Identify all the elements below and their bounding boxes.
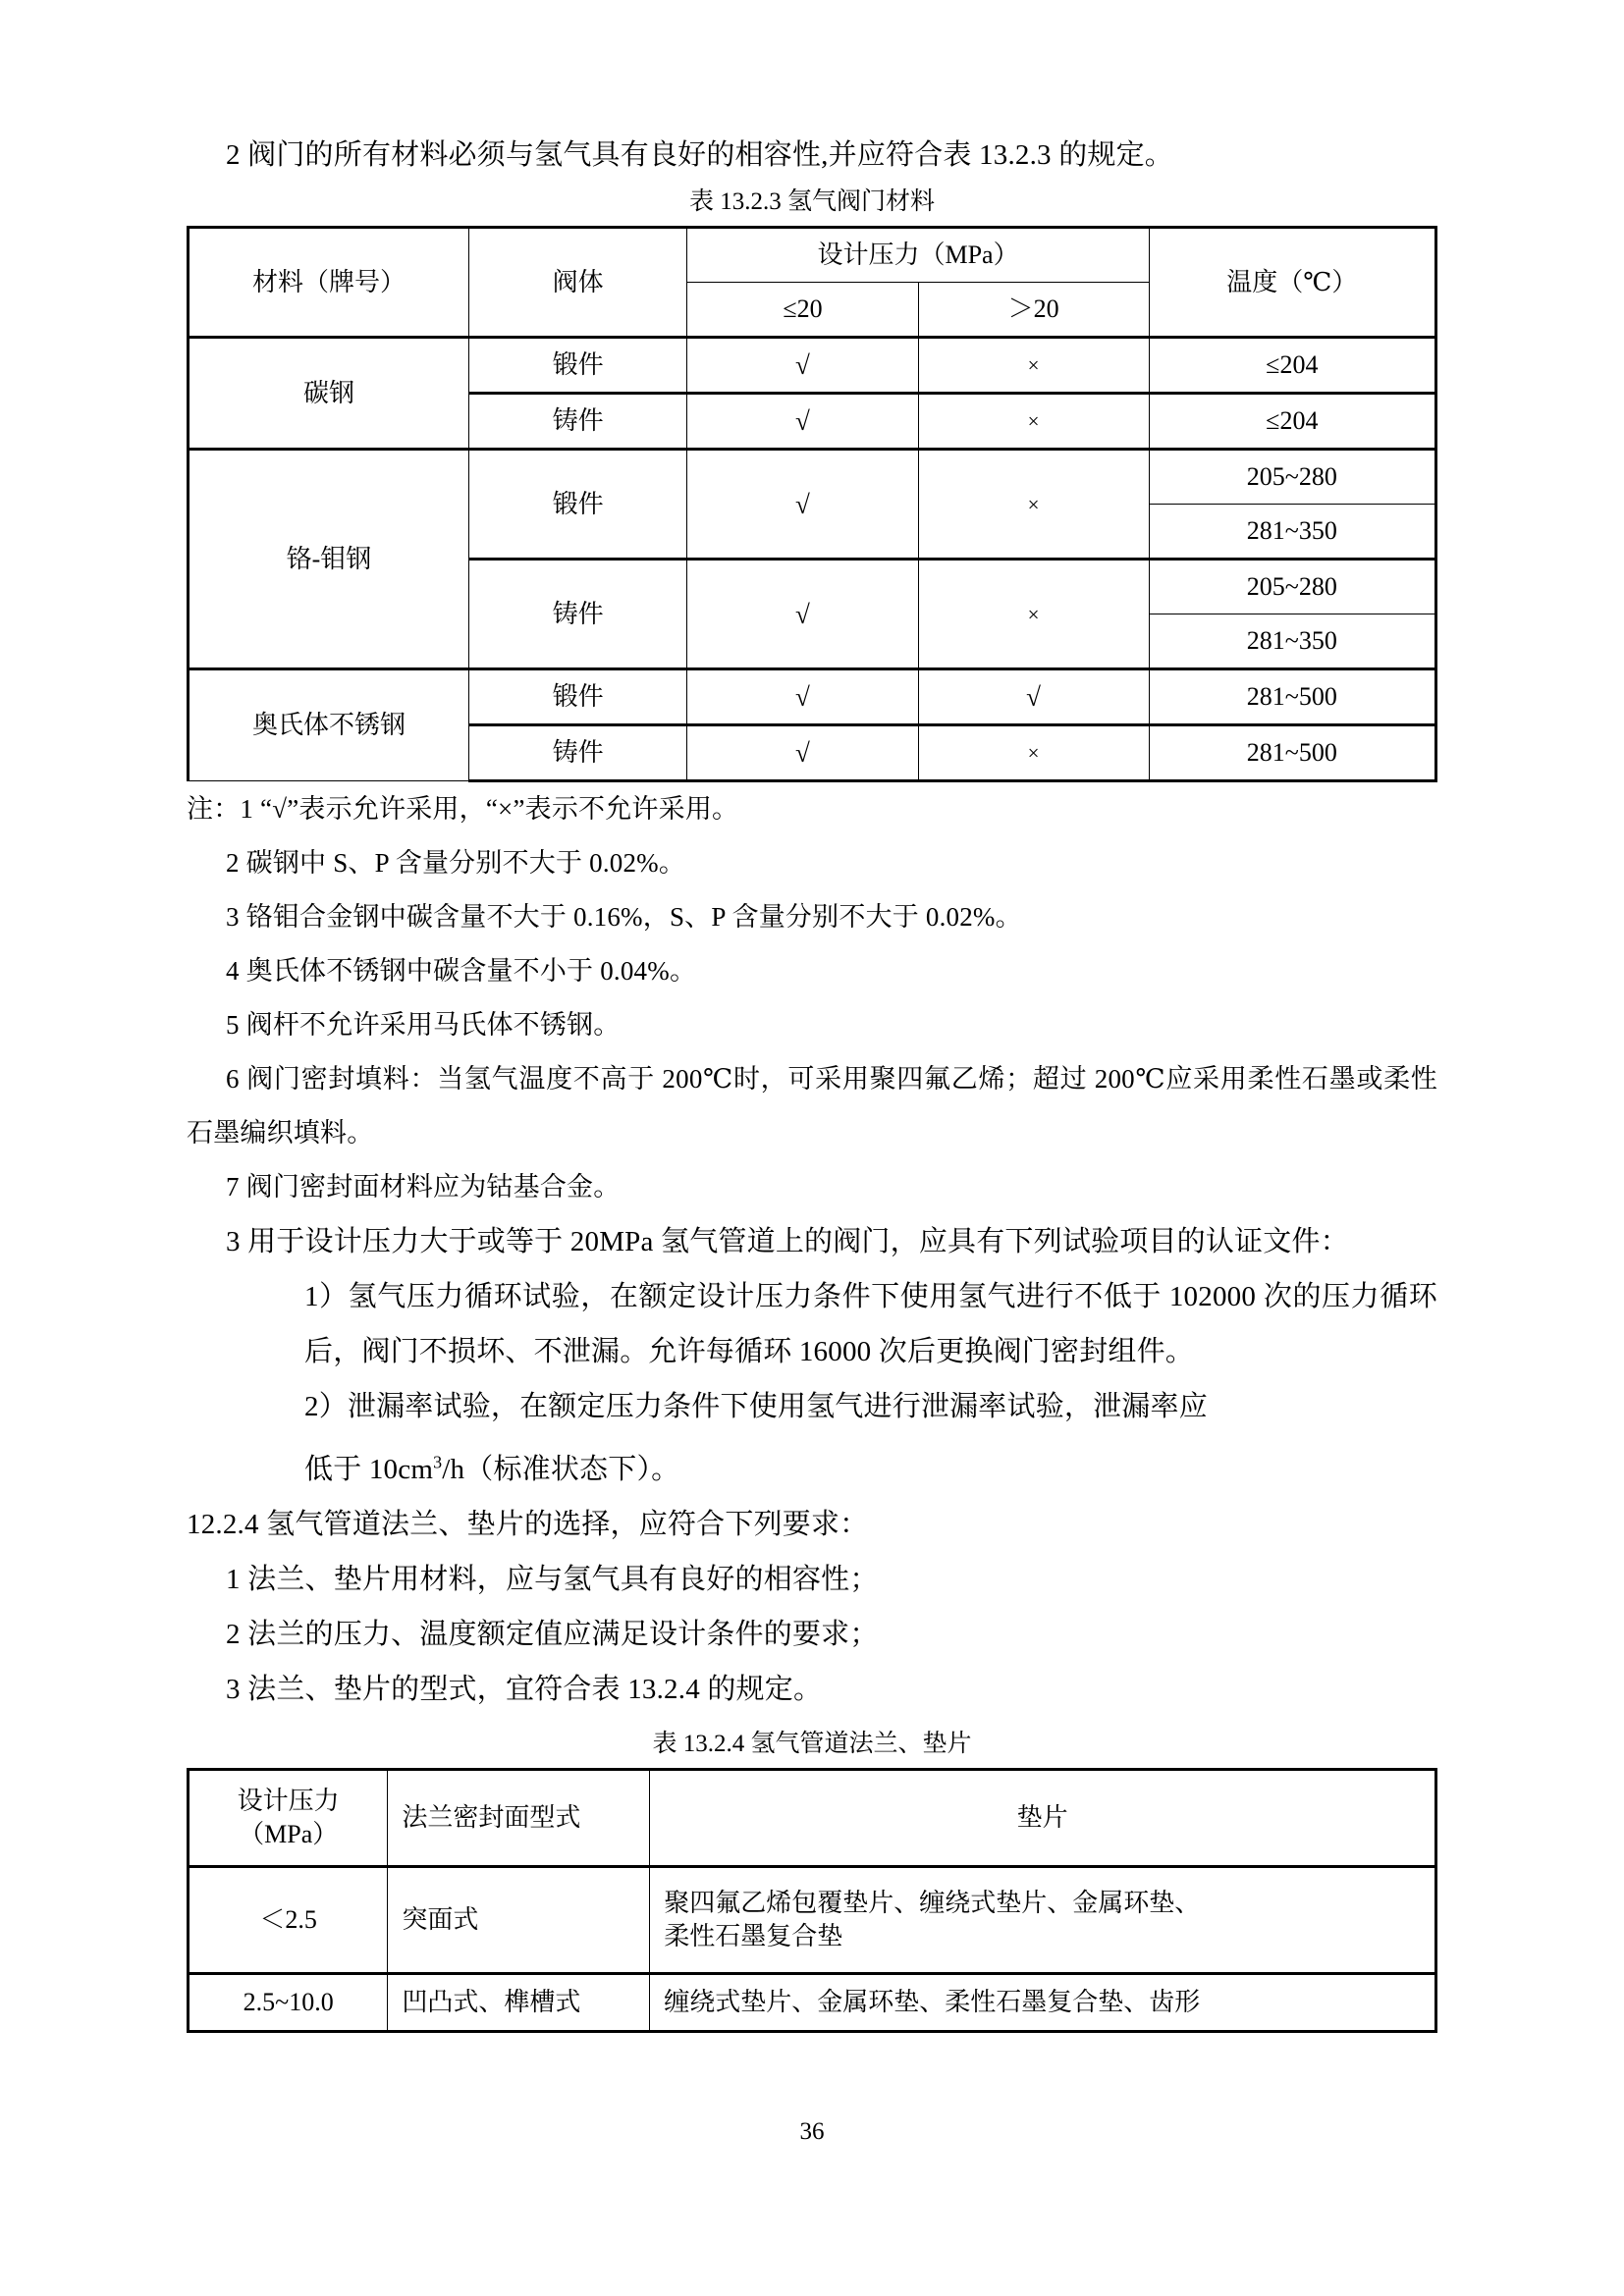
cell-type: 锻件 (468, 338, 686, 394)
cell-pressure: ＜2.5 (189, 1866, 388, 1973)
cell-material: 奥氏体不锈钢 (189, 669, 469, 781)
note-1: 注：1 “√”表示允许采用，“×”表示不允许采用。 (187, 794, 739, 824)
sub-2-value-prefix: 低于 10cm (304, 1453, 434, 1485)
paragraph-s-item-3: 3 法兰、垫片的型式，宜符合表 13.2.4 的规定。 (226, 1673, 823, 1705)
cell-gt20: × (918, 560, 1149, 669)
cell-temp: ≤204 (1149, 394, 1435, 450)
cell-gasket-line1: 聚四氟乙烯包覆垫片、缠绕式垫片、金属环垫、 (664, 1888, 1201, 1917)
page-number: 36 (799, 2118, 825, 2145)
cell-type: 锻件 (468, 669, 686, 725)
cell-gasket-line2: 柔性石墨复合垫 (664, 1921, 843, 1950)
cell-gt20: × (918, 450, 1149, 560)
cell-temp: 205~280 (1149, 450, 1435, 505)
cell-le20: √ (687, 725, 918, 781)
paragraph-sub-2 (187, 1379, 1437, 1497)
table-13-2-3 (187, 226, 1437, 782)
sub-2-value-suffix: /h（标准状态下）。 (442, 1453, 680, 1485)
cell-flange-face: 凹凸式、榫槽式 (388, 1973, 650, 2031)
cell-gt20: × (918, 725, 1149, 781)
note-7: 7 阀门密封面材料应为钴基合金。 (226, 1172, 621, 1201)
sub-2-line2 (304, 1454, 679, 1485)
cell-temp: 281~350 (1149, 505, 1435, 560)
header-design-pressure-line1: 设计压力 (237, 1786, 340, 1815)
cell-type: 锻件 (468, 450, 686, 560)
cell-pressure: 2.5~10.0 (189, 1973, 388, 2031)
header-flange-face: 法兰密封面型式 (388, 1769, 650, 1866)
cell-temp: 281~500 (1149, 669, 1435, 725)
header-design-pressure-line2: （MPa） (239, 1819, 339, 1848)
cell-gasket: 缠绕式垫片、金属环垫、柔性石墨复合垫、齿形 (650, 1973, 1436, 2031)
header-gt-20: ＞20 (918, 283, 1149, 338)
header-material: 材料（牌号） (189, 228, 469, 338)
cell-type: 铸件 (468, 725, 686, 781)
note-5: 5 阀杆不允许采用马氏体不锈钢。 (226, 1010, 621, 1040)
cell-temp: 281~500 (1149, 725, 1435, 781)
note-2: 2 碳钢中 S、P 含量分别不大于 0.02%。 (226, 848, 686, 878)
table-row (189, 1973, 1436, 2031)
cell-type: 铸件 (468, 394, 686, 450)
sub-2-line1: 2）泄漏率试验，在额定压力条件下使用氢气进行泄漏率试验，泄漏率应 (304, 1391, 1208, 1422)
cell-le20: √ (687, 450, 918, 560)
paragraph-item-2: 2 阀门的所有材料必须与氢气具有良好的相容性,并应符合表 13.2.3 的规定。 (226, 139, 1174, 171)
table-13-2-4 (187, 1768, 1437, 2033)
table-13-2-4-caption: 表 13.2.4 氢气管道法兰、垫片 (652, 1730, 972, 1757)
header-design-pressure: 设计压力（MPa） (687, 228, 1149, 283)
paragraph-sub-1: 1）氢气压力循环试验，在额定设计压力条件下使用氢气进行不低于 102000 次的压力循环后，阀门不损坏、不泄漏。允许每循环 16000 次后更换阀门密封组件。 (304, 1281, 1437, 1367)
cell-le20: √ (687, 560, 918, 669)
sub-2-superscript: 3 (433, 1452, 443, 1471)
cell-material: 铬-钼钢 (189, 450, 469, 669)
cell-flange-face: 突面式 (388, 1866, 650, 1973)
paragraph-s-item-2: 2 法兰的压力、温度额定值应满足设计条件的要求； (226, 1618, 879, 1650)
paragraph-item-3: 3 用于设计压力大于或等于 20MPa 氢气管道上的阀门，应具有下列试验项目的认证文件： (226, 1226, 1349, 1257)
note-4: 4 奥氏体不锈钢中碳含量不小于 0.04%。 (226, 956, 697, 986)
table-row (189, 450, 1436, 505)
cell-temp: 281~350 (1149, 614, 1435, 669)
cell-le20: √ (687, 669, 918, 725)
cell-temp: 205~280 (1149, 560, 1435, 614)
cell-le20: √ (687, 394, 918, 450)
cell-material: 碳钢 (189, 338, 469, 450)
cell-gt20: √ (918, 669, 1149, 725)
header-le-20: ≤20 (687, 283, 918, 338)
cell-le20: √ (687, 338, 918, 394)
table-row (189, 669, 1436, 725)
cell-temp: ≤204 (1149, 338, 1435, 394)
cell-gt20: × (918, 338, 1149, 394)
table-row (189, 338, 1436, 394)
table-header-row (189, 1769, 1436, 1866)
cell-type: 铸件 (468, 560, 686, 669)
cell-gt20: × (918, 394, 1149, 450)
paragraph-s-item-1: 1 法兰、垫片用材料，应与氢气具有良好的相容性； (226, 1563, 879, 1595)
cell-gasket (650, 1866, 1436, 1973)
header-valve-body: 阀体 (468, 228, 686, 338)
note-6: 6 阀门密封填料：当氢气温度不高于 200℃时，可采用聚四氟乙烯；超过 200℃应采用柔性石墨或柔性石墨编织填料。 (187, 1064, 1437, 1148)
section-12-2-4-heading: 12.2.4 氢气管道法兰、垫片的选择，应符合下列要求： (187, 1508, 869, 1540)
table-header-row-1 (189, 228, 1436, 283)
header-design-pressure (189, 1769, 388, 1866)
header-gasket: 垫片 (650, 1769, 1436, 1866)
header-temperature: 温度（℃） (1149, 228, 1435, 338)
table-13-2-3-caption: 表 13.2.3 氢气阀门材料 (688, 188, 935, 215)
table-row (189, 1866, 1436, 1973)
note-3: 3 铬钼合金钢中碳含量不大于 0.16%，S、P 含量分别不大于 0.02%。 (226, 902, 1022, 932)
